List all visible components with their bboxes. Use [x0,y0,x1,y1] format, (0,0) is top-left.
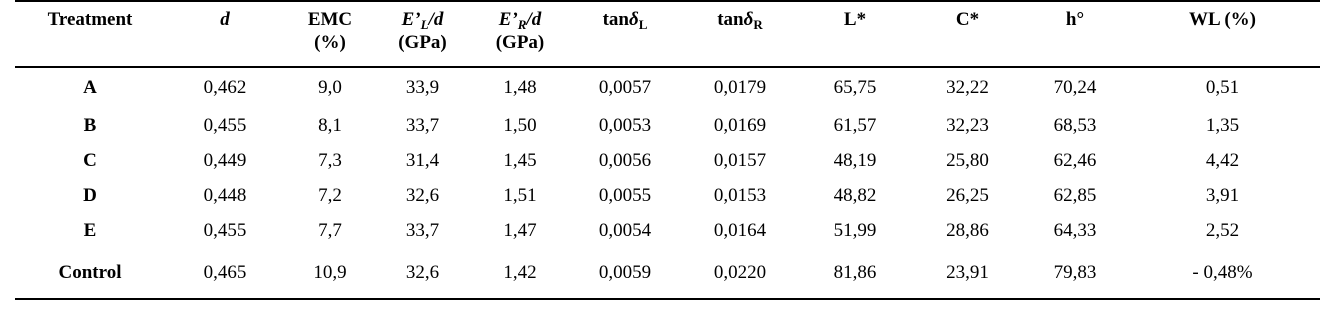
value-cell: 0,0169 [713,114,767,136]
value-cell: 81,86 [800,248,910,299]
header-wl: WL (%) [1125,1,1320,67]
value-cell: 0,0157 [713,149,767,171]
value-cell: 0,449 [203,149,247,171]
header-tan-l [570,1,680,67]
header-er-div: /d [526,9,542,30]
header-tanl-main: tan [602,9,629,30]
value-cell: 23,91 [910,248,1025,299]
value-cell: 33,9 [405,76,440,98]
value-cell: 0,0179 [713,76,767,98]
header-tanl-delta: δ [629,9,639,30]
header-er [470,1,570,67]
value-cell: 70,24 [1053,76,1097,98]
value-cell: 32,22 [946,76,989,98]
value-cell: 62,46 [1053,149,1097,171]
value-cell: 0,0220 [680,248,800,299]
header-row [15,1,1320,67]
value-cell: 2,52 [1205,220,1240,241]
value-cell: 1,47 [503,220,537,241]
value-cell: 32,6 [375,248,470,299]
value-cell: 1,50 [503,114,537,136]
treatment-cell: C [83,149,97,171]
header-treatment: Treatment [15,1,165,67]
header-tanr-delta: δ [743,9,754,30]
value-cell: 0,0055 [598,184,652,206]
header-l: L* [800,1,910,67]
value-cell: 33,7 [405,220,440,241]
value-cell: 4,42 [1205,149,1240,171]
header-density: d [165,1,285,67]
header-emc-line1: EMC [307,9,353,30]
results-table [15,0,1320,300]
header-c: C* [910,1,1025,67]
treatment-cell: Control [15,248,165,299]
value-cell: 61,57 [833,114,877,136]
header-tanl-sub: L [638,17,648,32]
value-cell: 31,4 [405,149,440,171]
value-cell: 1,45 [503,149,537,171]
value-cell: 68,53 [1053,114,1097,136]
header-el-div: /d [428,9,444,30]
value-cell: 48,19 [833,149,877,171]
value-cell: 1,51 [503,184,537,206]
treatment-cell: A [83,76,97,98]
value-cell: 48,82 [833,184,877,206]
value-cell: 1,35 [1205,114,1240,136]
value-cell: 33,7 [405,114,440,136]
value-cell: 0,462 [203,76,247,98]
value-cell: 0,0053 [598,114,652,136]
value-cell: 65,75 [833,76,877,98]
header-emc-line2: (%) [314,32,346,53]
value-cell: 64,33 [1053,220,1097,241]
value-cell: 28,86 [946,220,989,241]
value-cell: 1,42 [470,248,570,299]
value-cell: - 0,48% [1125,248,1320,299]
treatment-cell: E [83,220,97,241]
value-cell: 7,2 [318,184,342,206]
table-row [15,248,1320,299]
header-er-sub: R [517,17,527,32]
header-h: h° [1025,1,1125,67]
header-tanr-sub: R [753,17,763,32]
value-cell: 0,0059 [570,248,680,299]
value-cell: 7,3 [318,149,342,171]
treatment-cell: D [83,184,97,206]
value-cell: 0,0057 [598,76,652,98]
value-cell: 0,0054 [598,220,652,241]
value-cell: 25,80 [946,149,989,171]
value-cell: 79,83 [1025,248,1125,299]
value-cell: 8,1 [318,114,342,136]
value-cell: 0,448 [203,184,247,206]
value-cell: 10,9 [285,248,375,299]
header-el-unit: (GPa) [398,32,447,53]
value-cell: 51,99 [833,220,877,241]
treatment-cell: B [83,114,97,136]
value-cell: 0,465 [165,248,285,299]
value-cell: 3,91 [1205,184,1240,206]
value-cell: 7,7 [318,220,342,241]
value-cell: 26,25 [946,184,989,206]
table-row [15,177,1320,214]
value-cell: 9,0 [318,76,342,98]
header-tan-r [680,1,800,67]
header-el [375,1,470,67]
header-el-main: E’ [401,9,421,30]
value-cell: 0,0056 [598,149,652,171]
table-row [15,144,1320,177]
table-body [15,67,1320,299]
value-cell: 0,0164 [713,220,767,241]
value-cell: 0,51 [1205,76,1240,98]
value-cell: 32,6 [405,184,440,206]
value-cell: 1,48 [503,76,537,98]
table-row [15,67,1320,107]
header-er-main: E’ [498,9,518,30]
table-row [15,107,1320,144]
value-cell: 0,455 [203,114,247,136]
table-row [15,214,1320,248]
header-er-unit: (GPa) [495,32,545,53]
header-emc [285,1,375,67]
value-cell: 0,455 [203,220,247,241]
header-el-sub: L [420,17,429,32]
header-tanr-main: tan [717,9,744,30]
value-cell: 0,0153 [713,184,767,206]
value-cell: 62,85 [1053,184,1097,206]
value-cell: 32,23 [946,114,989,136]
